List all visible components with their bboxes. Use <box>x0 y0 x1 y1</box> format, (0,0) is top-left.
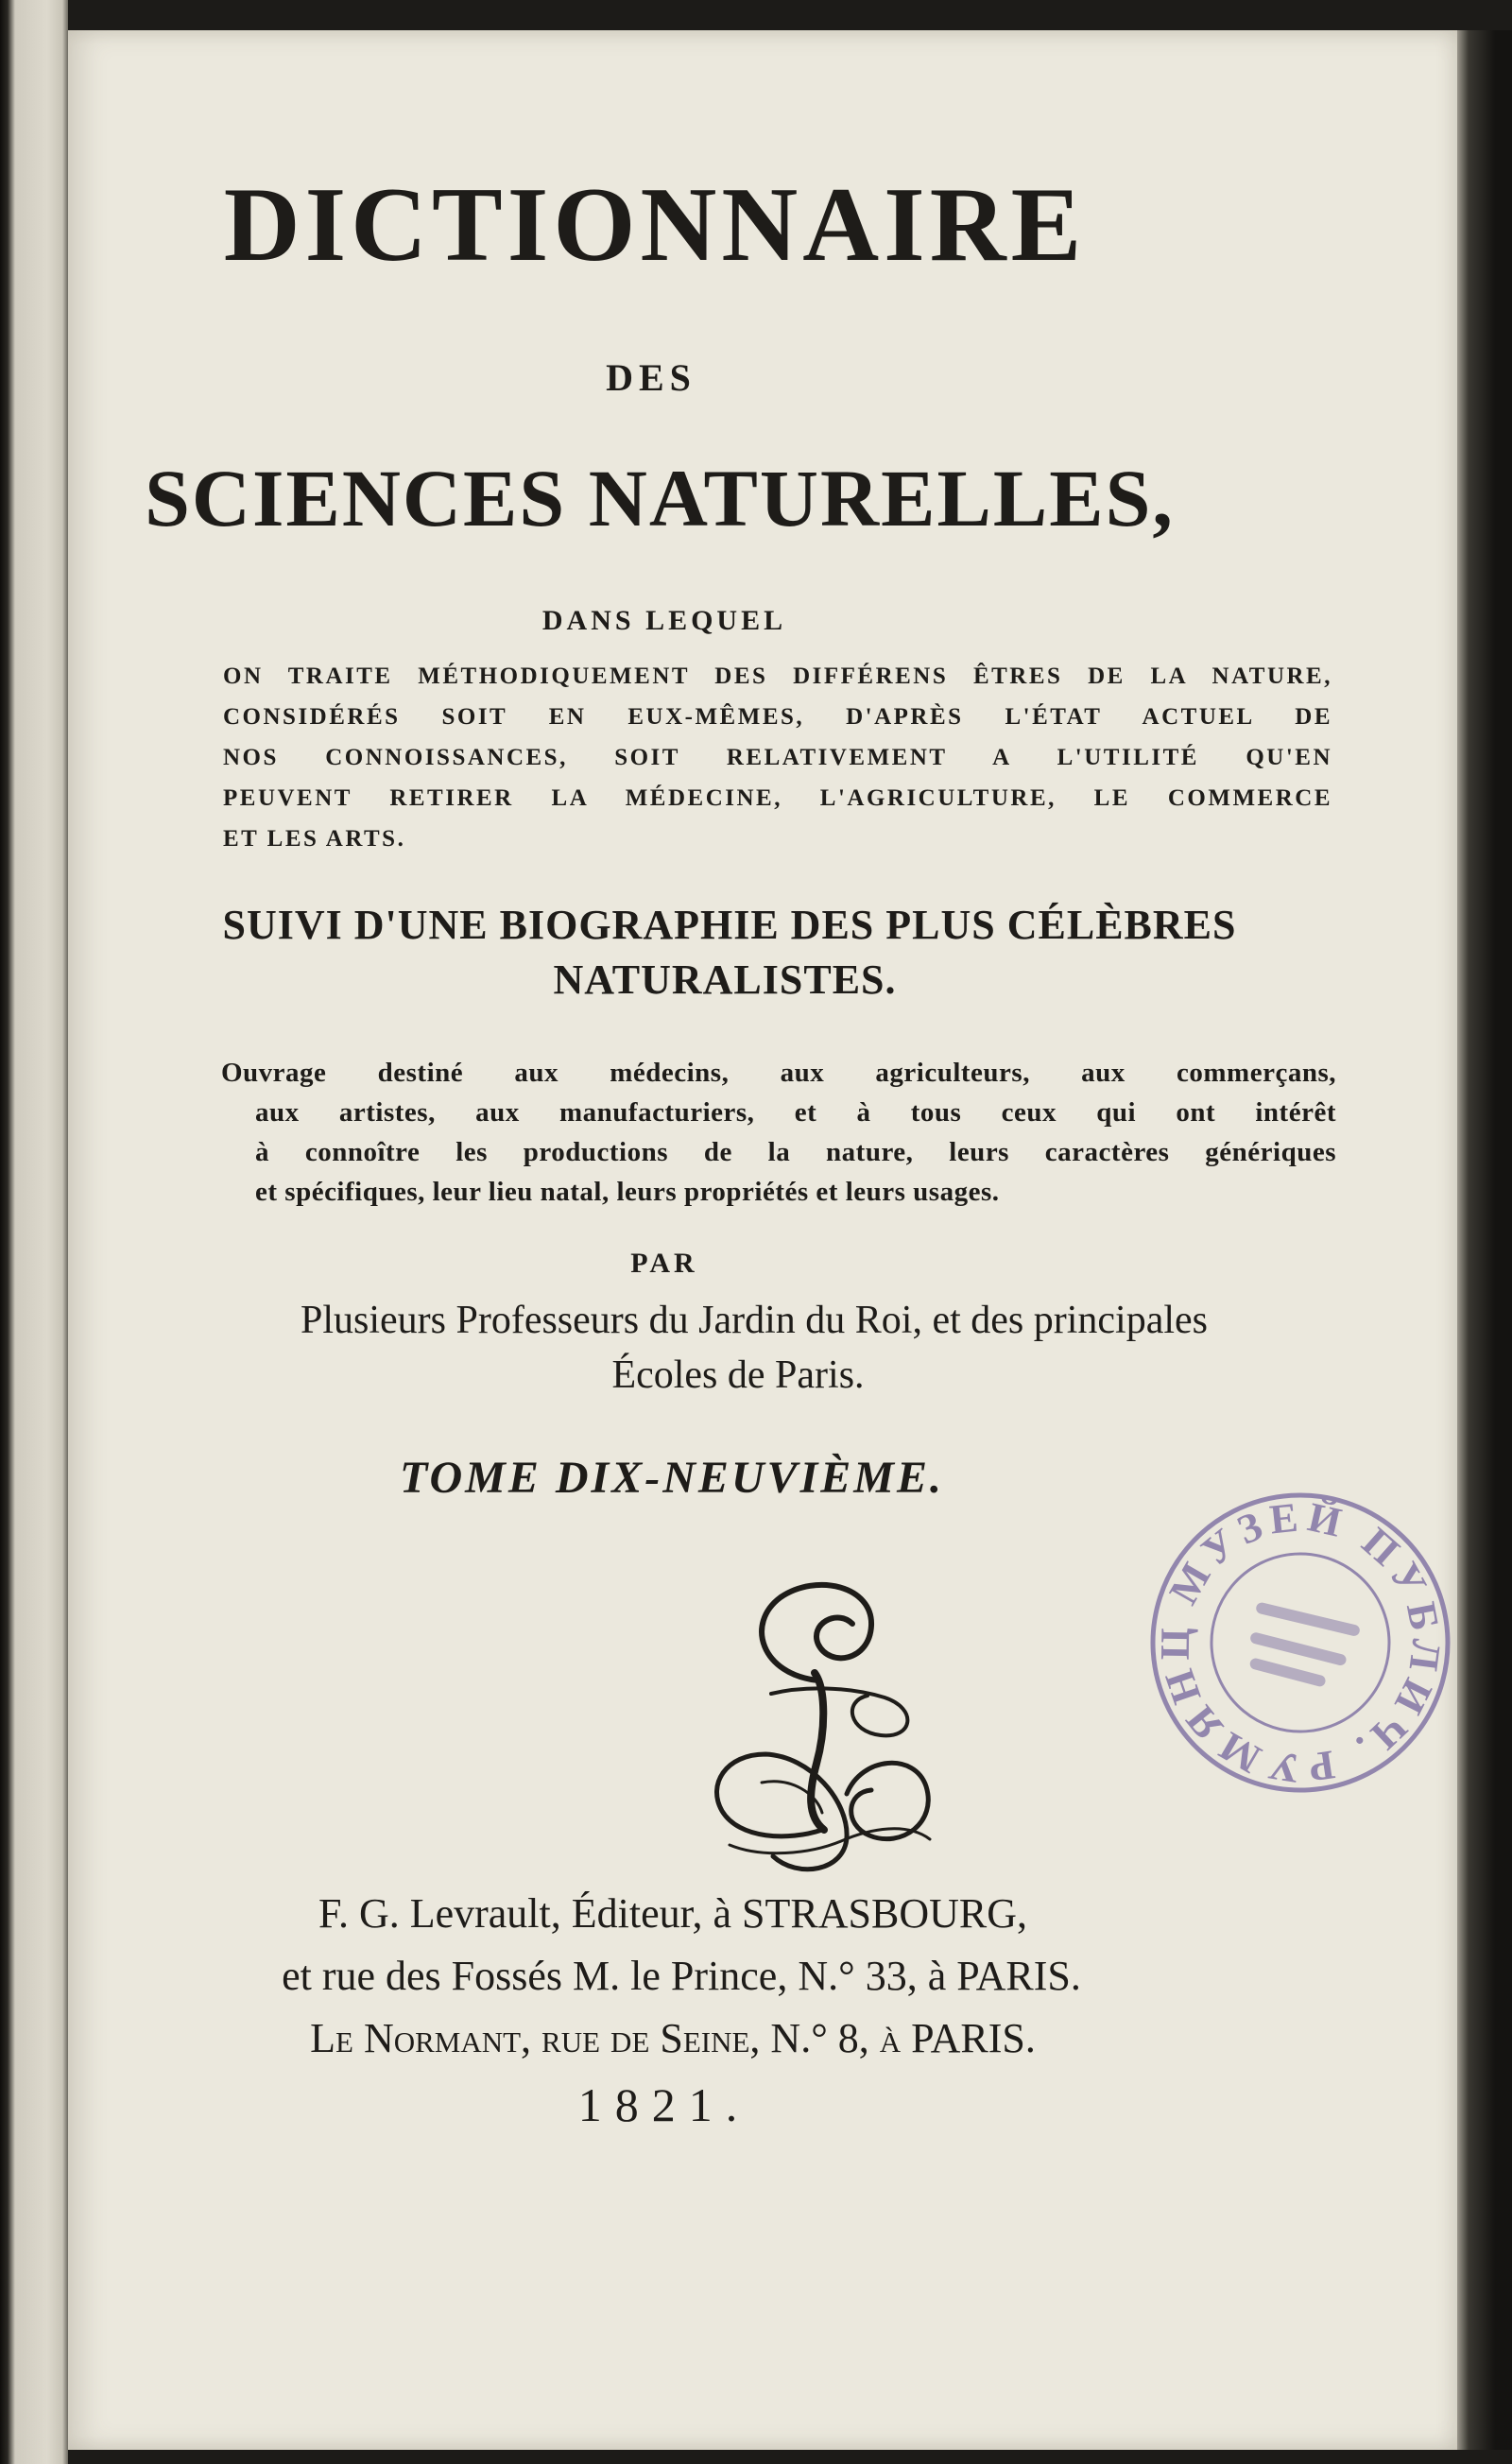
publisher-line: F. G. Levrault, Éditeur, à STRASBOURG, <box>318 1890 1027 1937</box>
volume-label: TOME DIX-NEUVIÈME. <box>400 1453 944 1503</box>
audience-paragraph <box>221 1053 1336 1212</box>
audience-line: et spécifiques, leur lieu natal, leurs propriétés et leurs usages. <box>255 1177 1000 1207</box>
par-label: PAR <box>630 1248 698 1279</box>
authors-line: Plusieurs Professeurs du Jardin du Roi, et des principales <box>300 1299 1209 1342</box>
library-stamp <box>1142 1484 1459 1801</box>
book-cover-edge <box>1457 30 1512 2450</box>
description-line: ON TRAITE MÉTHODIQUEMENT DES DIFFÉRENS ÊTRES DE LA NATURE, <box>223 663 1332 689</box>
description-paragraph <box>223 656 1332 859</box>
svg-text:МУЗЕЙ ПУБЛИЧ. РУМЯНЦОВ <box>1142 1484 1459 1801</box>
audience-line: Ouvrage destiné aux médecins, aux agriculteurs, aux commerçans, <box>221 1058 1336 1088</box>
description-line: ET LES ARTS. <box>223 826 406 852</box>
biography-line: SUIVI D'UNE BIOGRAPHIE DES PLUS CÉLÈBRES <box>222 902 1237 948</box>
main-title: DICTIONNAIRE <box>223 166 1087 284</box>
biography-heading <box>68 898 1391 1008</box>
publisher-line: Le Normant, rue de Seine, N.° 8, à PARIS. <box>310 2015 1036 2061</box>
dans-lequel: DANS LEQUEL <box>541 605 787 636</box>
description-line: PEUVENT RETIRER LA MÉDECINE, L'AGRICULTURE, LE COMMERCE <box>223 785 1332 811</box>
audience-line: à connoître les productions de la nature, leurs caractères génériques <box>255 1137 1336 1167</box>
description-line: CONSIDÉRÉS SOIT EN EUX-MÊMES, D'APRÈS L'ÉTAT ACTUEL DE <box>223 704 1332 730</box>
publication-year: 1821. <box>577 2078 751 2131</box>
previous-page-edge <box>0 0 68 2464</box>
publisher-info <box>68 1883 1261 2070</box>
description-line: NOS CONNOISSANCES, SOIT RELATIVEMENT A L'UTILITÉ QU'EN <box>223 745 1332 770</box>
publisher-line: et rue des Fossés M. le Prince, N.° 33, à PARIS. <box>282 1953 1081 1999</box>
audience-line: aux artistes, aux manufacturiers, et à tous ceux qui ont intérêt <box>255 1097 1336 1128</box>
authors <box>68 1293 1391 1403</box>
title-page <box>68 30 1457 2450</box>
title-connector: DES <box>606 356 696 399</box>
stamp-text: МУЗЕЙ ПУБЛИЧ. РУМЯНЦОВ <box>1151 1492 1451 1793</box>
publisher-monogram <box>705 1569 941 1881</box>
authors-line: Écoles de Paris. <box>611 1353 865 1397</box>
biography-line: NATURALISTES. <box>553 956 897 1003</box>
subject-title: SCIENCES NATURELLES, <box>145 453 1175 543</box>
